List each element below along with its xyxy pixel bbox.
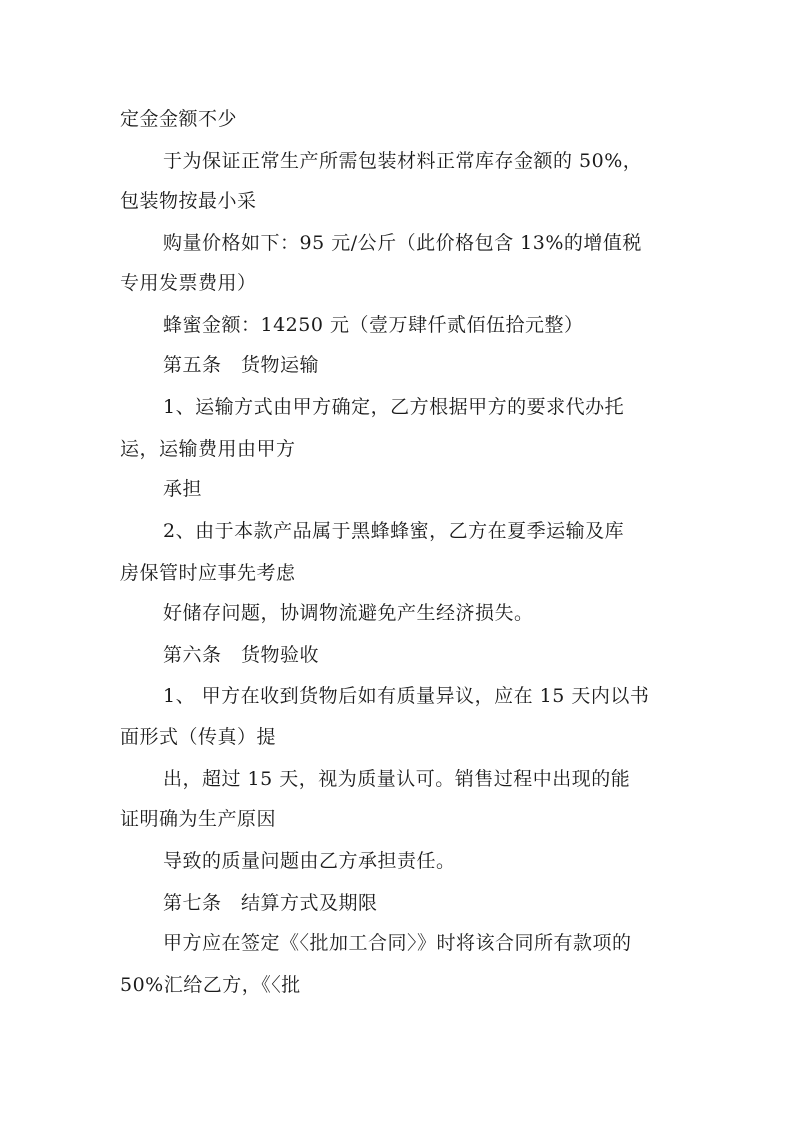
paragraph-line: 50%汇给乙方，《〈批 — [120, 974, 301, 996]
paragraph-line: 2、由于本款产品属于黑蜂蜂蜜，乙方在夏季运输及库 — [163, 520, 625, 542]
section-heading-article-5: 第五条 货物运输 — [163, 354, 320, 376]
paragraph-line: 定金金额不少 — [120, 108, 238, 130]
paragraph-line: 购量价格如下：95 元/公斤（此价格包含 13%的增值税 — [163, 232, 642, 254]
paragraph-line: 房保管时应事先考虑 — [120, 562, 296, 584]
paragraph-line: 出，超过 15 天，视为质量认可。销售过程中出现的能 — [163, 768, 631, 790]
paragraph-line: 1、 甲方在收到货物后如有质量异议，应在 15 天内以书 — [163, 685, 650, 707]
paragraph-line: 导致的质量问题由乙方承担责任。 — [163, 850, 456, 872]
paragraph-line: 证明确为生产原因 — [120, 808, 277, 830]
paragraph-line: 运，运输费用由甲方 — [120, 438, 296, 460]
paragraph-line: 包装物按最小采 — [120, 190, 257, 212]
section-heading-article-7: 第七条 结算方式及期限 — [163, 892, 378, 914]
paragraph-line: 甲方应在签定《〈批加工合同〉》时将该合同所有款项的 — [163, 932, 632, 954]
paragraph-line: 1、运输方式由甲方确定，乙方根据甲方的要求代办托 — [163, 396, 625, 418]
paragraph-line: 好储存问题，协调物流避免产生经济损失。 — [163, 602, 534, 624]
section-heading-article-6: 第六条 货物验收 — [163, 644, 320, 666]
paragraph-line: 专用发票费用） — [120, 272, 257, 294]
paragraph-line: 承担 — [163, 478, 203, 500]
paragraph-line: 蜂蜜金额：14250 元（壹万肆仟贰佰伍拾元整） — [163, 314, 584, 336]
paragraph-line: 于为保证正常生产所需包装材料正常库存金额的 50%， — [163, 150, 643, 172]
paragraph-line: 面形式（传真）提 — [120, 726, 277, 748]
